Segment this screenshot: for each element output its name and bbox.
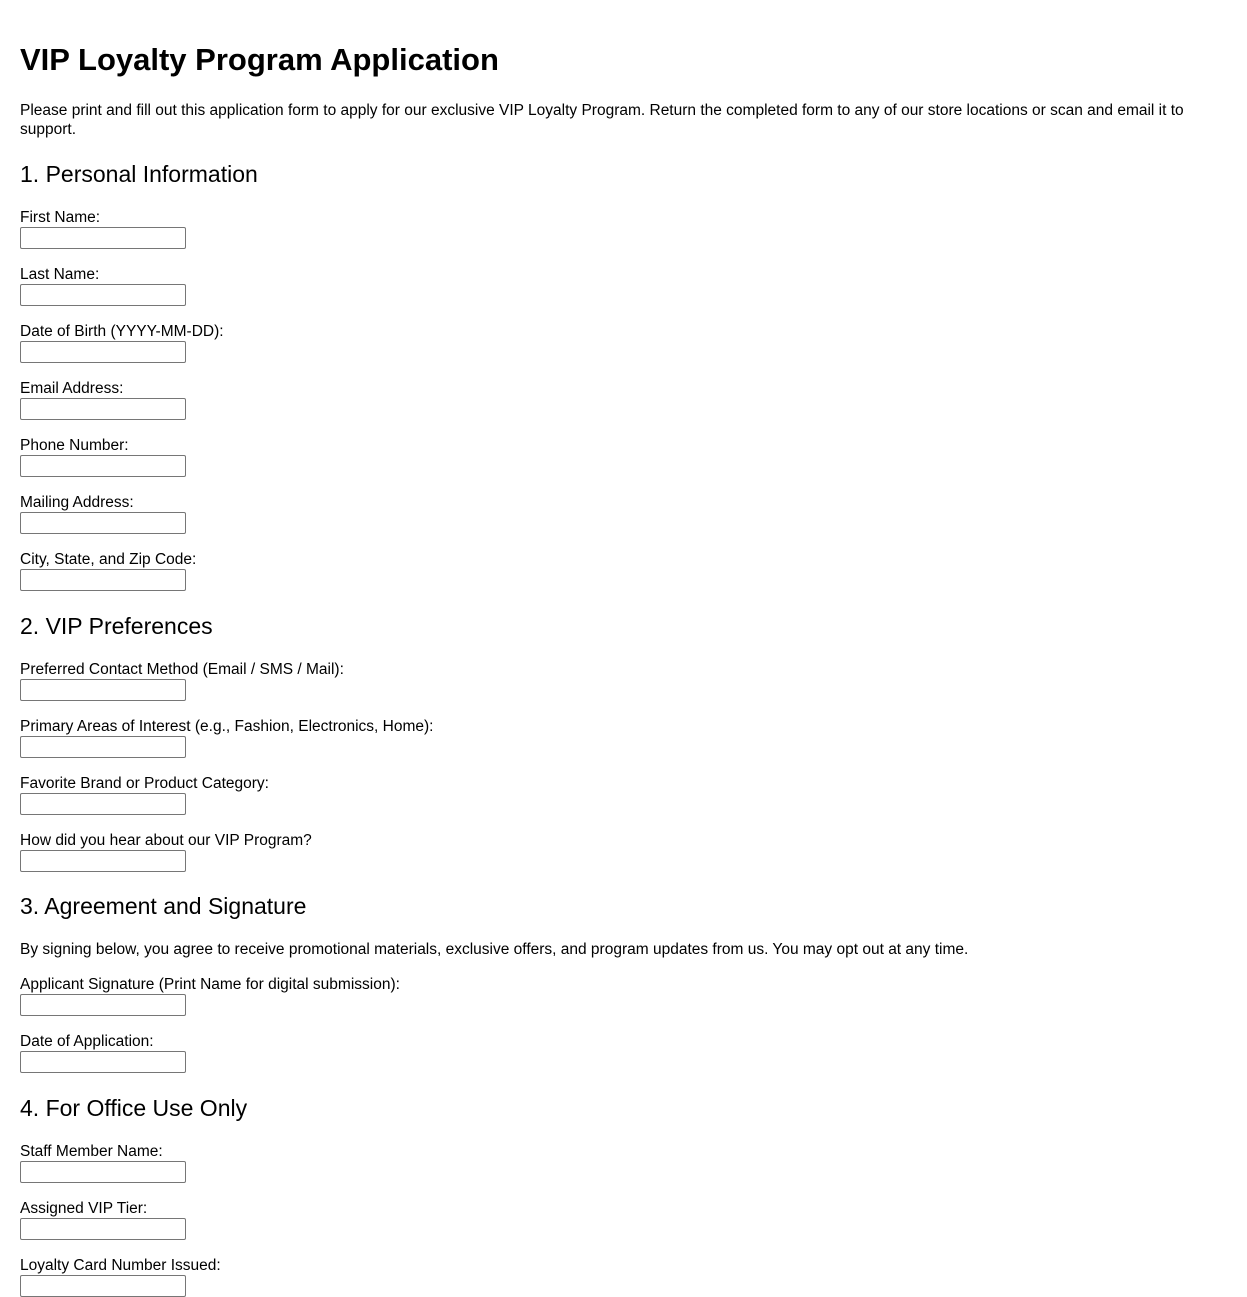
favorite-brand-input[interactable] [20,793,186,815]
first-name-input[interactable] [20,227,186,249]
section-heading-office-use-only: 4. For Office Use Only [20,1095,248,1121]
last-name-label: Last Name: [20,266,100,283]
assigned-vip-tier-label: Assigned VIP Tier: [20,1200,148,1217]
primary-areas-of-interest-field [20,717,433,758]
city-state-zip-input[interactable] [20,569,186,591]
first-name-field [20,208,186,249]
city-state-zip-label: City, State, and Zip Code: [20,551,197,568]
primary-areas-of-interest-label: Primary Areas of Interest (e.g., Fashion, Electronics, Home): [20,718,434,735]
agreement-note: By signing below, you agree to receive promotional materials, exclusive offers, and program updates from us. You may opt out at any time. [20,941,969,958]
mailing-address-field [20,493,186,534]
loyalty-card-number-input[interactable] [20,1275,186,1297]
referral-source-label: How did you hear about our VIP Program? [20,832,312,849]
preferred-contact-method-label: Preferred Contact Method (Email / SMS / Mail): [20,661,344,678]
date-of-application-label: Date of Application: [20,1033,154,1050]
mailing-address-input[interactable] [20,512,186,534]
section-heading-vip-preferences: 2. VIP Preferences [20,613,213,639]
referral-source-input[interactable] [20,850,186,872]
applicant-signature-label: Applicant Signature (Print Name for digital submission): [20,976,400,993]
staff-member-name-label: Staff Member Name: [20,1143,163,1160]
staff-member-name-field [20,1142,186,1183]
last-name-field [20,265,186,306]
email-address-input[interactable] [20,398,186,420]
phone-number-label: Phone Number: [20,437,129,454]
referral-source-field [20,831,312,872]
phone-number-field [20,436,186,477]
loyalty-card-number-field [20,1256,221,1297]
first-name-label: First Name: [20,209,101,226]
city-state-zip-field [20,550,196,591]
preferred-contact-method-input[interactable] [20,679,186,701]
applicant-signature-field [20,975,400,1016]
favorite-brand-label: Favorite Brand or Product Category: [20,775,269,792]
assigned-vip-tier-input[interactable] [20,1218,186,1240]
applicant-signature-input[interactable] [20,994,186,1016]
mailing-address-label: Mailing Address: [20,494,134,511]
section-heading-agreement-and-signature: 3. Agreement and Signature [20,893,307,919]
primary-areas-of-interest-input[interactable] [20,736,186,758]
date-of-birth-field [20,322,224,363]
loyalty-card-number-label: Loyalty Card Number Issued: [20,1257,221,1274]
last-name-input[interactable] [20,284,186,306]
email-address-label: Email Address: [20,380,124,397]
date-of-application-field [20,1032,186,1073]
favorite-brand-field [20,774,269,815]
assigned-vip-tier-field [20,1199,186,1240]
staff-member-name-input[interactable] [20,1161,186,1183]
date-of-application-input[interactable] [20,1051,186,1073]
page-title: VIP Loyalty Program Application [20,42,499,77]
intro-paragraph: Please print and fill out this application form to apply for our exclusive VIP Loyalty Program. Return the completed form to any of our store locations or scan and email it to support. [20,102,1184,138]
section-heading-personal-information: 1. Personal Information [20,161,258,187]
date-of-birth-label: Date of Birth (YYYY-MM-DD): [20,323,224,340]
email-address-field [20,379,186,420]
date-of-birth-input[interactable] [20,341,186,363]
phone-number-input[interactable] [20,455,186,477]
preferred-contact-method-field [20,660,344,701]
